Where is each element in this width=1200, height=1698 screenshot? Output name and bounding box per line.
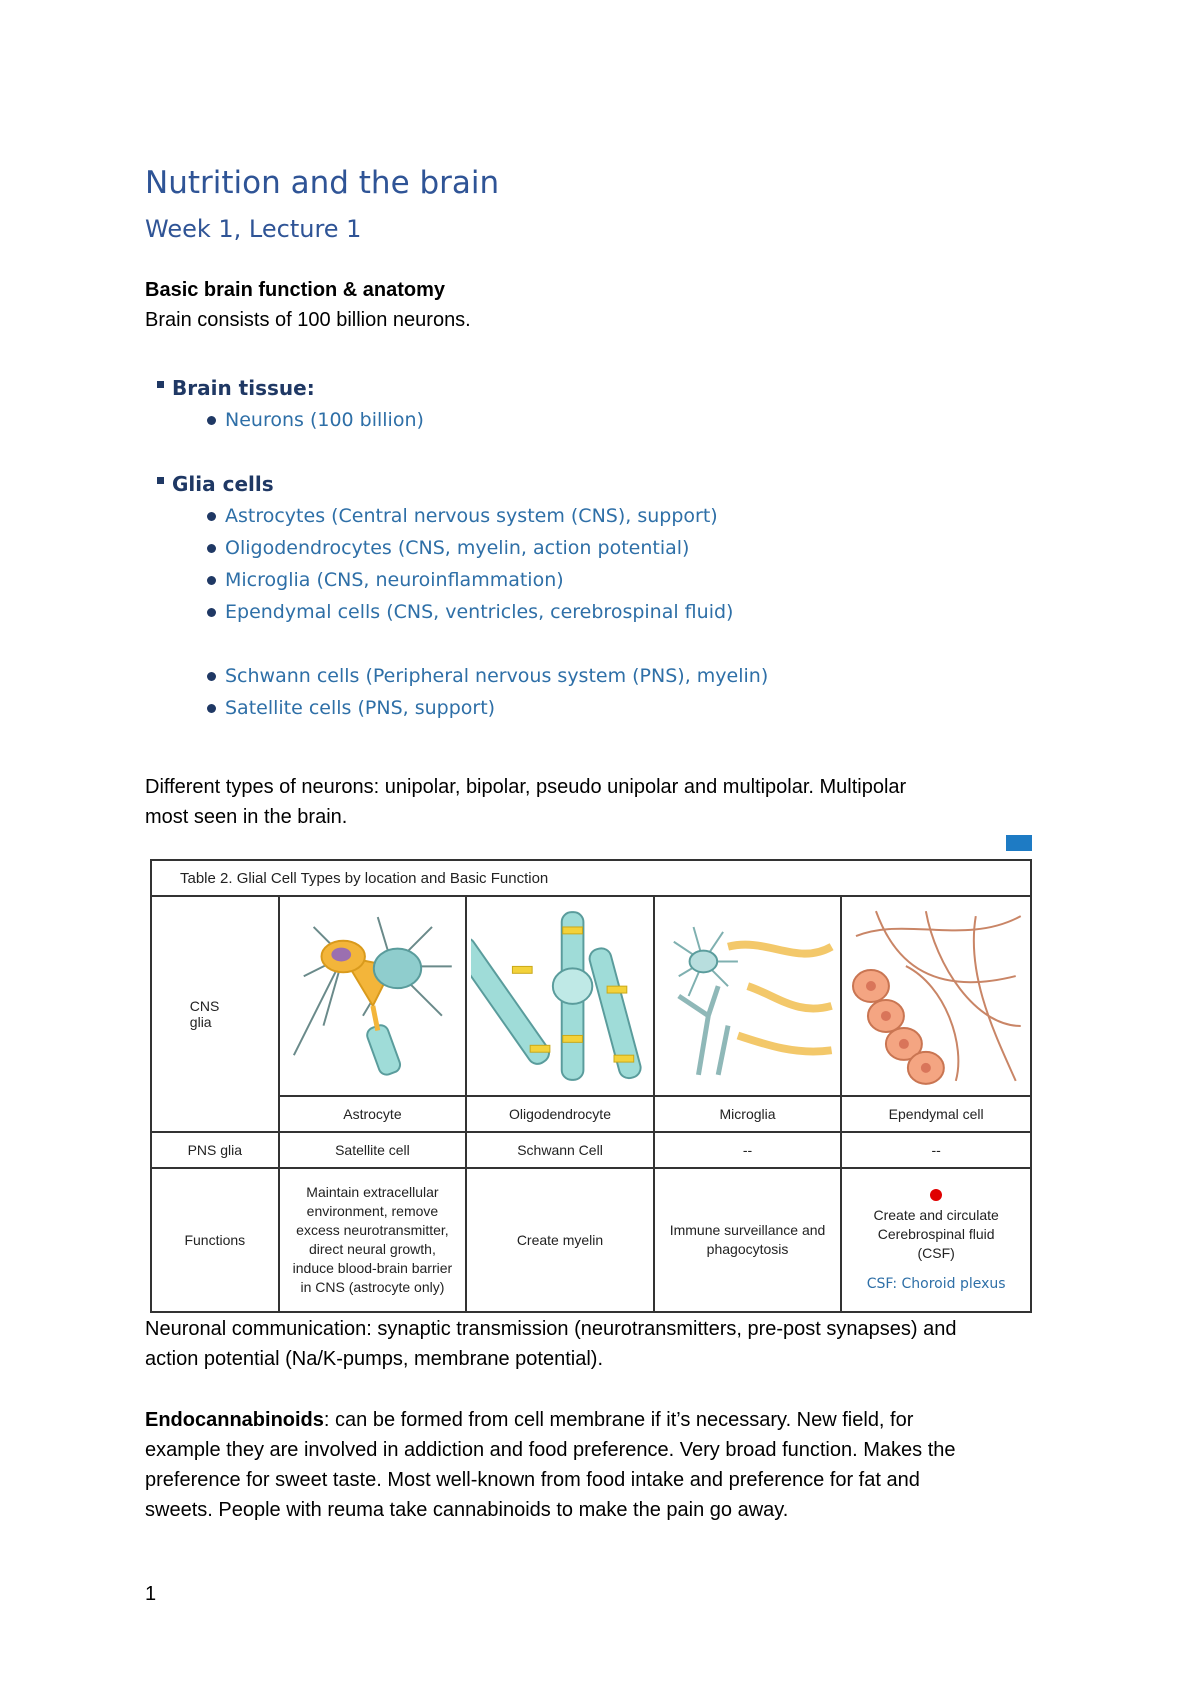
cell-name: -- [841,1132,1031,1168]
list-item-text: Satellite cells (PNS, support) [225,697,496,719]
list-item-text: Ependymal cells (CNS, ventricles, cerebrospinal fluid) [225,601,734,623]
bullet-icon [207,704,216,713]
list-item [155,564,768,596]
ependymal-drawing [846,906,1026,1086]
astrocyte-drawing [284,906,462,1086]
slide-excerpt [155,372,768,724]
paragraph-text: : can be formed from cell membrane if it’s necessary. New field, for [323,1409,914,1431]
list-item [155,660,768,692]
red-marker-icon [930,1189,942,1201]
bullet-icon [207,416,216,425]
cell-name: -- [654,1132,842,1168]
oligodendrocyte-illustration [466,896,654,1096]
function-text: Immune surveillance and phagocytosis [654,1168,842,1312]
bullet-icon [207,512,216,521]
square-bullet-icon [157,381,164,388]
section-heading: Basic brain function & anatomy [145,279,446,301]
paragraph: most seen in the brain. [145,806,348,828]
row-label-cns [151,896,279,1132]
paragraph: action potential (Na/K-pumps, membrane potential). [145,1348,604,1370]
list-item-text: Oligodendrocytes (CNS, myelin, action potential) [225,537,690,559]
paragraph: Different types of neurons: unipolar, bipolar, pseudo unipolar and multipolar. Multipolar [145,776,907,798]
microglia-illustration [654,896,842,1096]
cell-name: Oligodendrocyte [466,1096,654,1132]
bullet-icon [207,672,216,681]
paragraph: example they are involved in addiction and food preference. Very broad function. Makes the [145,1439,956,1461]
oligodendrocyte-drawing [471,906,649,1086]
row-label-functions: Functions [151,1168,279,1312]
row-label-text: CNS glia [189,998,220,1030]
function-text: Create myelin [466,1168,654,1312]
cell-name: Satellite cell [279,1132,467,1168]
glial-cell-table [150,859,1032,1313]
glia-cells-heading [155,468,768,500]
list-item [155,500,768,532]
document-title: Nutrition and the brain [145,165,500,201]
cell-name: Microglia [654,1096,842,1132]
brain-tissue-heading [155,372,768,404]
list-item-text: Astrocytes (Central nervous system (CNS), support) [225,505,718,527]
list-item-text: Schwann cells (Peripheral nervous system (PNS), myelin) [225,665,769,687]
function-cell-ependymal [841,1168,1031,1312]
paragraph [145,1405,913,1435]
bullet-icon [207,608,216,617]
function-text: Create and circulate Cerebrospinal fluid (CSF) [873,1206,999,1261]
document-subtitle: Week 1, Lecture 1 [145,215,362,243]
cell-name: Schwann Cell [466,1132,654,1168]
function-text: Maintain extracellular environment, remove excess neurotransmitter, direct neural growth, induce blood-brain barrier in CNS (astrocyte only) [279,1168,467,1312]
table-caption: Table 2. Glial Cell Types by location and Basic Function [151,860,1031,896]
bullet-icon [207,576,216,585]
term: Endocannabinoids [145,1409,324,1431]
slide-corner-marker [1006,835,1032,851]
paragraph: preference for sweet taste. Most well-known from food intake and preference for fat and [145,1469,920,1491]
cell-name: Ependymal cell [841,1096,1031,1132]
list-item-text: Microglia (CNS, neuroinflammation) [225,569,564,591]
row-label-pns: PNS glia [151,1132,279,1168]
list-item-text: Neurons (100 billion) [225,409,424,431]
list-item [155,404,768,436]
brain-tissue-label: Brain tissue: [172,376,315,400]
microglia-drawing [659,906,837,1086]
bullet-icon [207,544,216,553]
paragraph: Neuronal communication: synaptic transmission (neurotransmitters, pre-post synapses) and [145,1318,957,1340]
astrocyte-illustration [279,896,467,1096]
page-number: 1 [145,1583,157,1605]
list-item [155,692,768,724]
square-bullet-icon [157,477,164,484]
glia-cells-label: Glia cells [172,472,274,496]
paragraph: Brain consists of 100 billion neurons. [145,309,471,331]
list-item [155,532,768,564]
paragraph: sweets. People with reuma take cannabinoids to make the pain go away. [145,1499,789,1521]
list-item [155,596,768,628]
cell-name: Astrocyte [279,1096,467,1132]
ependymal-illustration [841,896,1031,1096]
csf-note: CSF: Choroid plexus [866,1275,1006,1292]
